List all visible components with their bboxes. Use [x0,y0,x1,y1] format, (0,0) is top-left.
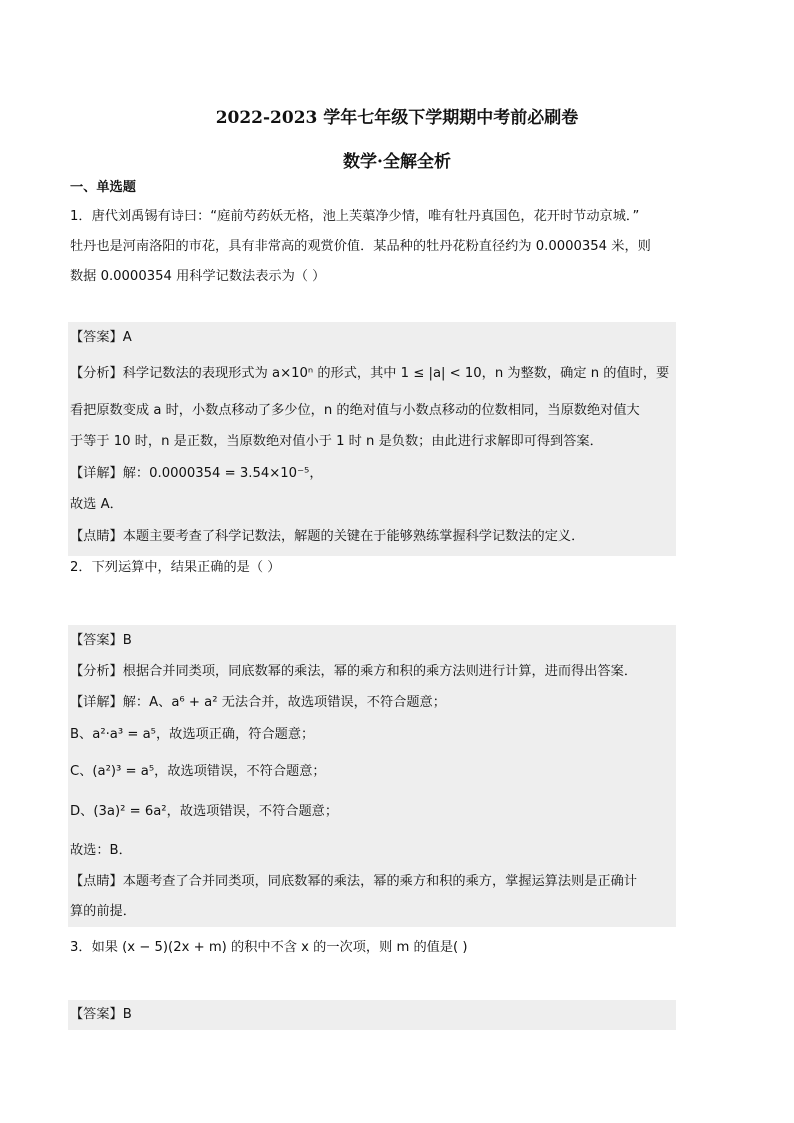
q1-choice: 故选 A． [70,497,123,512]
section-heading: 一、单选题 [70,180,136,195]
q1-analysis-line3: 于等于 10 时，n 是正数，当原数绝对值小于 1 时 n 是负数；由此进行求解即可得到答案． [70,434,603,449]
q1-answer: 【答案】A [70,330,132,345]
q1-stem-line1: 1．唐代刘禹锡有诗曰：“庭前芍药妖无格，池上芙蕖净少情，唯有牡丹真国色，花开时节动京城．” [70,209,640,224]
q1-analysis-line1: 【分析】科学记数法的表现形式为 a×10ⁿ 的形式，其中 1 ≤ |a| < 10，n 为整数，确定 n 的值时，要 [70,366,670,381]
q2-stem: 2．下列运算中，结果正确的是（ ） [70,560,281,575]
q2-comment-line1: 【点睛】本题考查了合并同类项，同底数幂的乘法，幂的乘方和积的乘方，掌握运算法则是正确计 [70,874,638,889]
document-subtitle: 数学·全解全析 [343,152,451,172]
q3-answer: 【答案】B [70,1007,132,1022]
q1-comment: 【点睛】本题主要考查了科学记数法，解题的关键在于能够熟练掌握科学记数法的定义． [70,529,585,544]
q1-stem-line2: 牡丹也是河南洛阳的市花，具有非常高的观赏价值．某品种的牡丹花粉直径约为 0.0000354 米，则 [70,239,651,254]
q2-comment-line2: 算的前提． [70,904,136,919]
q2-choice: 故选：B． [70,843,132,858]
q1-stem-line3: 数据 0.0000354 用科学记数法表示为（ ） [70,269,326,284]
q2-answer: 【答案】B [70,633,132,648]
q2-detail-b: B、a²·a³ = a⁵，故选项正确，符合题意； [70,727,315,742]
q3-stem: 3．如果 (x − 5)(2x + m) 的积中不含 x 的一次项，则 m 的值是( ) [70,940,468,955]
q1-analysis-line2: 看把原数变成 a 时，小数点移动了多少位，n 的绝对值与小数点移动的位数相同，当原数绝对值大 [70,403,640,418]
document-title: 2022-2023 学年七年级下学期期中考前必刷卷 [215,108,579,128]
q2-analysis: 【分析】根据合并同类项，同底数幂的乘法，幂的乘方和积的乘方法则进行计算，进而得出答案． [70,664,638,679]
q2-detail-d: D、(3a)² = 6a²，故选项错误，不符合题意； [70,804,339,819]
q1-detail: 【详解】解：0.0000354 = 3.54×10⁻⁵， [70,466,323,481]
q2-detail-a: 【详解】解：A、a⁶ + a² 无法合并，故选项错误，不符合题意； [70,695,446,710]
q2-detail-c: C、(a²)³ = a⁵，故选项错误，不符合题意； [70,764,326,779]
